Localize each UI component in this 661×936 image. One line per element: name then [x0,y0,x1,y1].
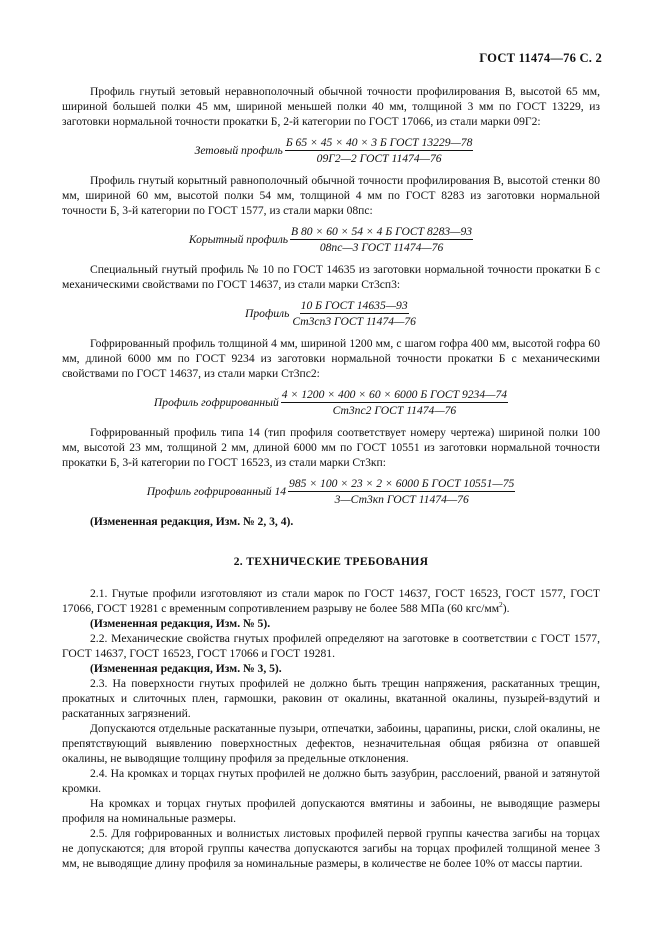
formula-special-profile [62,299,600,328]
paragraph-corrugated-profile: Гофрированный профиль толщиной 4 мм, шириной 1200 мм, с шагом гофра 400 мм, высотой гофра 60 мм, длиной 6000 мм по ГОСТ 9234 из заготовки нормальной точности прокатки Б с механическими свойствами по ГОСТ 14637, из стали марки Ст3пс2: [62,337,600,380]
clause-text-end: ). [502,602,510,615]
formula-channel-profile [62,225,600,254]
formula-name: Профиль [245,307,290,320]
formula-fraction [288,477,515,506]
formula-denominator: Ст3пс2 ГОСТ 11474—76 [332,404,457,417]
formula-denominator: Ст3сп3 ГОСТ 11474—76 [292,315,416,328]
formula-corrugated-profile-14 [62,477,600,506]
paragraph-special-profile: Специальный гнутый профиль № 10 по ГОСТ 14635 из заготовки нормальной точности прокатки Б с механическими свойствами по ГОСТ 14637, из стали марки Ст3сп3: [62,263,600,291]
formula-fraction [281,388,508,417]
edit-note: (Измененная редакция, Изм. № 2, 3, 4). [90,515,294,528]
formula-fraction [285,136,474,165]
clause-2-4-allowed: На кромках и торцах гнутых профилей допускаются вмятины и забоины, не выводящие размеры профиля на номинальные размеры. [62,797,600,825]
clause-2-4: 2.4. На кромках и торцах гнутых профилей не должно быть зазубрин, расслоений, рваной и затянутой кромки. [62,767,600,795]
edit-note: (Измененная редакция, Изм. № 3, 5). [90,662,282,675]
formula-denominator: 09Г2—2 ГОСТ 11474—76 [316,152,442,165]
edit-note: (Измененная редакция, Изм. № 5). [90,617,271,630]
formula-numerator: 4 × 1200 × 400 × 60 × 6000 Б ГОСТ 9234—74 [281,388,508,401]
paragraph-zet-profile: Профиль гнутый зетовый неравнополочный обычной точности профилирования В, высотой 65 мм, шириной большей полки 45 мм, шириной меньшей полки 40 мм, толщиной 3 мм по ГОСТ 13229, из заготовки нормальной точности прокатки Б, 2-й категории по ГОСТ 17066, из стали марки 09Г2: [62,85,600,128]
formula-numerator: Б 65 × 45 × 40 × 3 Б ГОСТ 13229—78 [285,136,473,149]
clause-2-3: 2.3. На поверхности гнутых профилей не должно быть трещин напряжения, раскатанных трещин, прокатных и слиточных плен, гармошки, раковин от окалины, вкатанной окалины, пузырей-вздутий и раскатанных загрязнений. [62,677,600,720]
formula-fraction [290,225,473,254]
clause-text: 2.1. Гнутые профили изготовляют из стали марок по ГОСТ 14637, ГОСТ 16523, ГОСТ 1577, ГОСТ 17066, ГОСТ 19281 с временным сопротивлением разрыву не более 588 МПа (60 кгс/мм [62,587,600,615]
paragraph-corrugated-profile-14: Гофрированный профиль типа 14 (тип профиля соответствует номеру чертежа) шириной полки 100 мм, высотой 23 мм, толщиной 2 мм, длиной 6000 мм по ГОСТ 10551 из заготовки нормальной точности прокатки Б, 3-й категории по ГОСТ 16523, из стали марки Ст3кп: [62,426,600,469]
formula-corrugated-profile [62,388,600,417]
formula-numerator: В 80 × 60 × 54 × 4 Б ГОСТ 8283—93 [291,225,473,238]
formula-name: Зетовый профиль [194,144,283,157]
formula-zet-profile [68,136,600,165]
formula-name: Профиль гофрированный 14 [146,485,287,498]
formula-denominator: 3—Ст3кп ГОСТ 11474—76 [334,493,469,506]
superscript: 2 [499,600,503,610]
section-title: 2. ТЕХНИЧЕСКИЕ ТРЕБОВАНИЯ [233,555,429,568]
paragraph-channel-profile: Профиль гнутый корытный равнополочный обычной точности профилирования В, высотой стенки 80 мм, шириной 60 мм, высотой полки 54 мм, толщиной 4 мм по ГОСТ 8283 из заготовки нормальной точности Б, 3-й категории по ГОСТ 1577, из стали марки 08пс: [62,174,600,217]
clause-2-5: 2.5. Для гофрированных и волнистых листовых профилей первой группы качества загибы на торцах не допускаются; для второй группы качества допускаются загибы на торцах профилей толщиной менее 3 мм, не выводящие длину профиля за номинальные размеры, в количестве не более 10% от массы партии. [62,827,600,870]
formula-fraction [291,299,417,328]
formula-denominator: 08пс—3 ГОСТ 11474—76 [319,241,444,254]
page-header: ГОСТ 11474—76 С. 2 [479,51,602,65]
clause-2-1 [62,586,600,616]
clause-2-2: 2.2. Механические свойства гнутых профилей определяют на заготовке в соответствии с ГОСТ 1577, ГОСТ 14637, ГОСТ 16523, ГОСТ 17066 и ГОСТ 19281. [62,632,600,660]
clause-2-3-allowed: Допускаются отдельные раскатанные пузыри, отпечатки, забоины, царапины, риски, слой окалины, не препятствующий выявлению поверхностных дефектов, незначительная общая рябизна от опавшей окалины, не выводящие толщину профиля за предельные отклонения. [62,722,600,765]
formula-numerator: 10 Б ГОСТ 14635—93 [300,299,408,312]
formula-name: Профиль гофрированный [153,396,279,409]
formula-name: Корытный профиль [188,233,289,246]
formula-numerator: 985 × 100 × 23 × 2 × 6000 Б ГОСТ 10551—75 [289,477,515,490]
page-content [62,84,600,871]
